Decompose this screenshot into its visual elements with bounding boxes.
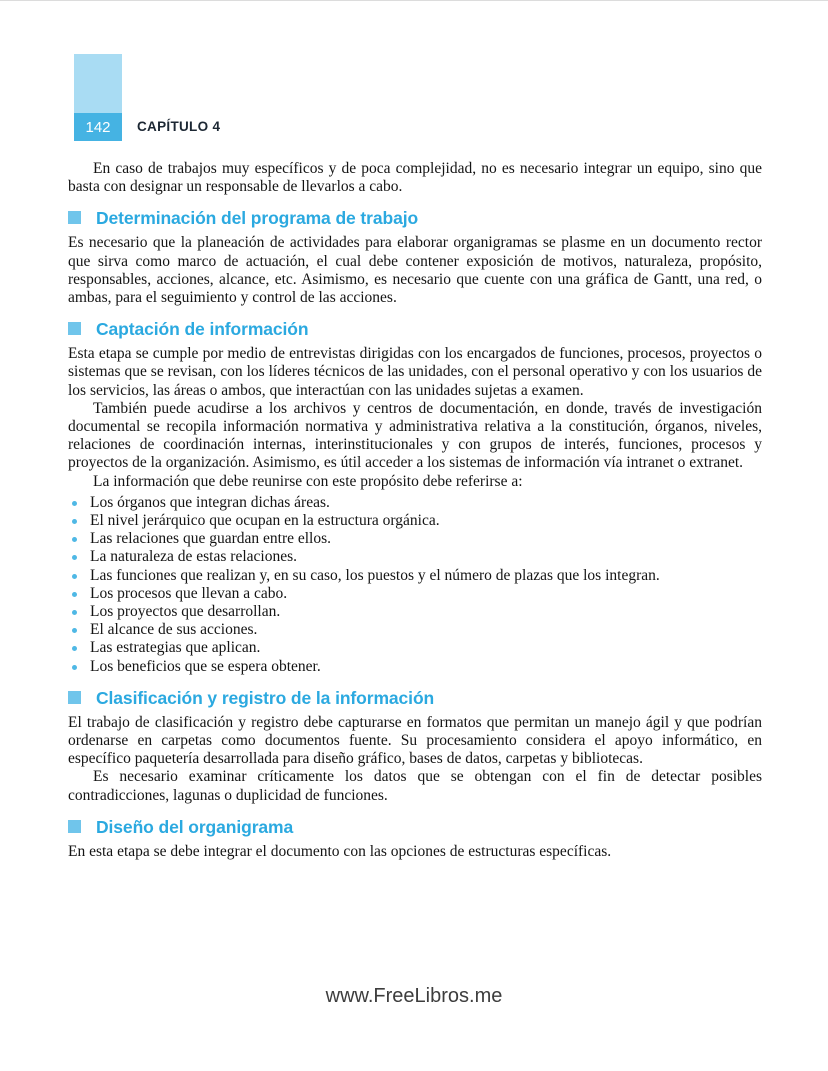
paragraph: También puede acudirse a los archivos y centros de documentación, en donde, través de investigación documental se recopila información normativa y administrativa relativa a la constitución, órganos, niveles, relaciones de coordinación internas, interinstitucionales y con grupos de interés, funciones, procesos y proyectos de la organización. Asimismo, es útil acceder a los sistemas de información vía intranet o extranet.	[68, 399, 762, 472]
list-item	[68, 621, 762, 639]
list-item-text: Las funciones que realizan y, en su caso, los puestos y el número de plazas que los integran.	[90, 566, 660, 584]
list-item-text: Las relaciones que guardan entre ellos.	[90, 530, 332, 548]
list-item-text: La naturaleza de estas relaciones.	[90, 548, 297, 566]
chapter-tab	[74, 54, 122, 141]
list-item	[68, 639, 762, 657]
bullet-list	[68, 494, 762, 676]
heading-square-icon	[68, 211, 81, 224]
section-heading-diseno-organigrama	[68, 817, 762, 837]
page-number-badge	[74, 113, 122, 141]
section-title: Diseño del organigrama	[96, 816, 294, 837]
list-item-text: Los proyectos que desarrollan.	[90, 603, 281, 621]
bullet-dot-icon	[72, 592, 77, 597]
bullet-dot-icon	[72, 665, 77, 670]
paragraph: En esta etapa se debe integrar el documento con las opciones de estructuras específicas.	[68, 842, 612, 860]
section-title: Captación de información	[96, 319, 309, 340]
list-item	[68, 512, 762, 530]
list-item	[68, 658, 762, 676]
bullet-dot-icon	[72, 555, 77, 560]
bullet-dot-icon	[72, 574, 77, 579]
bullet-dot-icon	[72, 519, 77, 524]
section-title: Clasificación y registro de la información	[96, 687, 435, 708]
list-item	[68, 567, 762, 585]
list-item-text: Los órganos que integran dichas áreas.	[90, 493, 330, 511]
intro-paragraph: En caso de trabajos muy específicos y de poca complejidad, no es necesario integrar un equipo, sino que basta con designar un responsable de llevarlos a cabo.	[68, 160, 762, 196]
section-title: Determinación del programa de trabajo	[96, 208, 419, 229]
paragraph: El trabajo de clasificación y registro debe capturarse en formatos que permitan un manejo ágil y que podrían ordenarse en carpetas como documentos fuente. Su procesamiento considera el apoyo informático, en específico paquetería desarrollada para diseño gráfico, bases de datos, carpetas y bibliotecas.	[68, 713, 762, 768]
heading-square-icon	[68, 322, 81, 335]
paragraph: Es necesario examinar críticamente los datos que se obtengan con el fin de detectar posibles contradicciones, lagunas o duplicidad de funciones.	[68, 768, 762, 804]
chapter-tab-accent	[74, 54, 122, 113]
page-number: 142	[85, 118, 111, 136]
section-heading-clasificacion-registro	[68, 688, 762, 708]
list-item	[68, 548, 762, 566]
heading-square-icon	[68, 820, 81, 833]
paragraph: Es necesario que la planeación de actividades para elaborar organigramas se plasme en un documento rector que sirva como marco de actuación, el cual debe contener exposición de motivos, naturaleza, propósito, responsables, acciones, alcance, etc. Asimismo, es necesario que cuente con una gráfica de Gantt, una red, o ambas, para el seguimiento y control de las acciones.	[68, 234, 762, 307]
list-item	[68, 494, 762, 512]
list-item-text: El nivel jerárquico que ocupan en la estructura orgánica.	[90, 512, 440, 530]
paragraph: La información que debe reunirse con este propósito debe referirse a:	[93, 472, 523, 490]
list-item-text: Los beneficios que se espera obtener.	[90, 657, 321, 675]
list-item	[68, 603, 762, 621]
list-item-text: Los procesos que llevan a cabo.	[90, 584, 288, 602]
bullet-dot-icon	[72, 537, 77, 542]
chapter-label: CAPÍTULO 4	[137, 119, 221, 134]
list-item-text: El alcance de sus acciones.	[90, 621, 258, 639]
watermark-text: www.FreeLibros.me	[325, 985, 503, 1007]
paragraph: Esta etapa se cumple por medio de entrevistas dirigidas con los encargados de funciones, procesos, proyectos o sistemas que se revisan, con los líderes técnicos de las unidades, con el personal operativo y con los usuarios de los servicios, las áreas o ambos, que interactúan con las unidades sujetas a examen.	[68, 345, 762, 399]
list-item	[68, 530, 762, 548]
page-content	[68, 160, 762, 861]
list-item-text: Las estrategias que aplican.	[90, 639, 261, 657]
heading-square-icon	[68, 691, 81, 704]
bullet-dot-icon	[72, 610, 77, 615]
bullet-dot-icon	[72, 628, 77, 633]
list-item	[68, 585, 762, 603]
bullet-dot-icon	[72, 501, 77, 506]
section-heading-captacion-informacion	[68, 319, 762, 339]
bullet-dot-icon	[72, 646, 77, 651]
section-heading-programa-de-trabajo	[68, 208, 762, 228]
